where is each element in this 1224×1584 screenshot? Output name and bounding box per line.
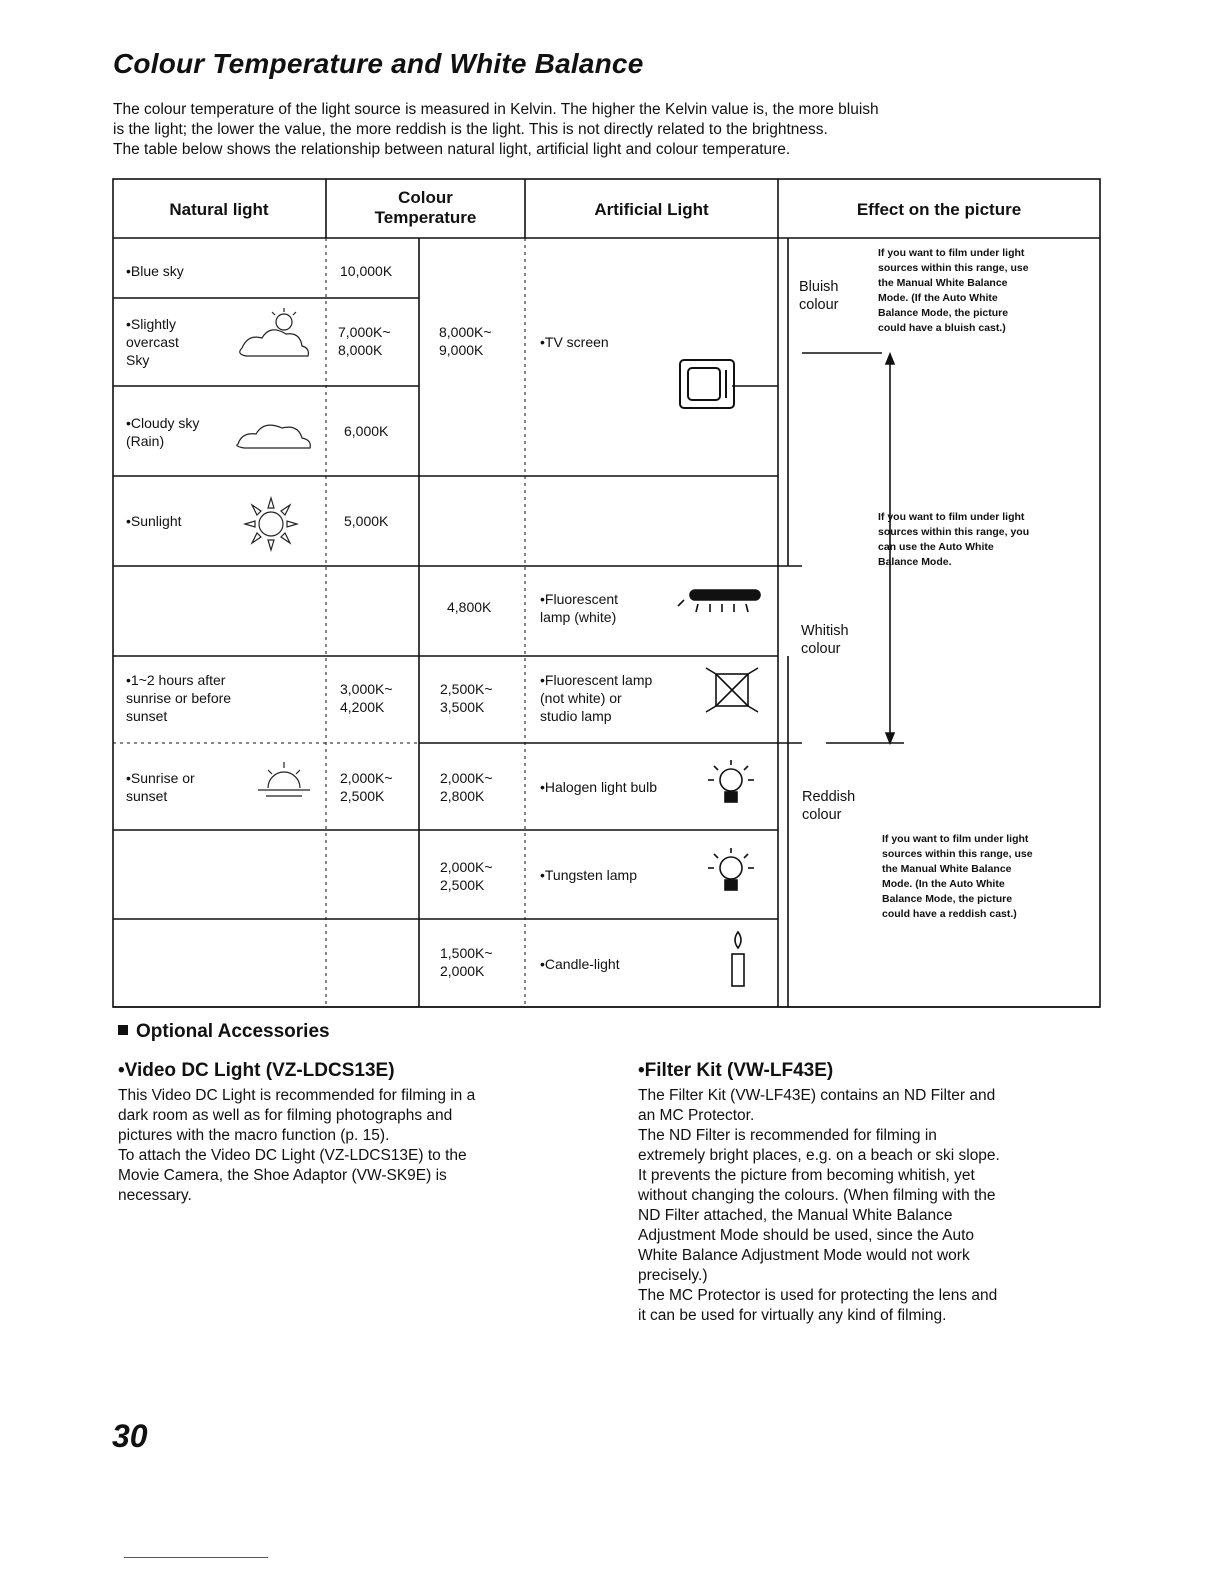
artificial-fluorescent-white: •Fluorescent lamp (white) — [540, 591, 619, 625]
effect-whitish: Whitish colour — [801, 623, 849, 657]
paragraph-line: Adjustment Mode should be used, since the Auto — [638, 1227, 975, 1244]
intro-line: The table below shows the relationship between natural light, artificial light and colour temperature. — [113, 141, 791, 158]
paragraph-line: The ND Filter is recommended for filming in — [638, 1127, 937, 1144]
artificial-fluorescent-not-white: •Fluorescent lamp (not white) or studio lamp — [540, 672, 653, 724]
video-dc-light-section — [118, 1060, 588, 1206]
temp-slightly-overcast: 7,000K~ 8,000K — [338, 324, 391, 358]
square-bullet-icon — [118, 1025, 128, 1035]
temp-blue-sky: 10,000K — [340, 263, 393, 279]
page-number: 30 — [112, 1418, 148, 1454]
filter-kit-section — [638, 1060, 1108, 1326]
header-natural-light: Natural light — [169, 200, 269, 219]
natural-sunlight: •Sunlight — [126, 513, 182, 529]
header-artificial-light: Artificial Light — [594, 200, 709, 219]
artificial-halogen: •Halogen light bulb — [540, 779, 657, 795]
artificial-candle: •Candle-light — [540, 956, 620, 972]
paragraph-line: It prevents the picture from becoming whitish, yet — [638, 1167, 975, 1184]
paragraph-line: The MC Protector is used for protecting the lens and — [638, 1287, 998, 1304]
footer-rule — [124, 1557, 268, 1558]
temp-fluorescent-not-white: 2,500K~ 3,500K — [440, 681, 493, 715]
natural-slightly-overcast: •Slightly overcast Sky — [126, 316, 179, 368]
header-colour-temperature: Colour Temperature — [374, 188, 477, 227]
artificial-tv-screen: •TV screen — [540, 334, 609, 350]
filter-kit-title: •Filter Kit (VW-LF43E) — [638, 1060, 834, 1081]
header-effect-on-picture: Effect on the picture — [856, 200, 1022, 219]
paragraph-line: without changing the colours. (When filming with the — [638, 1187, 996, 1204]
temp-tv-screen: 8,000K~ 9,000K — [439, 324, 492, 358]
temp-halogen: 2,000K~ 2,800K — [440, 770, 493, 804]
effect-reddish: Reddish colour — [802, 789, 856, 823]
natural-blue-sky: •Blue sky — [126, 263, 184, 279]
paragraph-line: an MC Protector. — [638, 1107, 755, 1124]
paragraph-line: ND Filter attached, the Manual White Balance — [638, 1207, 953, 1224]
optional-accessories-label: Optional Accessories — [136, 1021, 330, 1042]
intro-text — [113, 100, 1103, 160]
paragraph-line: Movie Camera, the Shoe Adaptor (VW-SK9E) is — [118, 1167, 447, 1184]
colour-temperature-table — [112, 178, 1102, 1010]
optional-accessories-heading — [118, 1021, 330, 1043]
paragraph-line: extremely bright places, e.g. on a beach or ski slope. — [638, 1147, 1000, 1164]
note-reddish: If you want to film under light sources within this range, use the Manual White Balance Mode. (In the Auto White Balance Mode, the picture could have a reddish cast.) — [882, 833, 1033, 920]
temp-cloudy-sky: 6,000K — [344, 423, 389, 439]
note-bluish: If you want to film under light sources within this range, use the Manual White Balance Mode. (If the Auto White Balance Mode, the picture could have a bluish cast.) — [878, 247, 1029, 334]
natural-after-sunrise: •1~2 hours after sunrise or before sunset — [126, 672, 232, 724]
paragraph-line: The Filter Kit (VW-LF43E) contains an ND Filter and — [638, 1087, 996, 1104]
artificial-tungsten: •Tungsten lamp — [540, 867, 637, 883]
temp-candle: 1,500K~ 2,000K — [440, 945, 493, 979]
paragraph-line: necessary. — [118, 1187, 192, 1204]
paragraph-line: This Video DC Light is recommended for filming in a — [118, 1087, 476, 1104]
paragraph-line: it can be used for virtually any kind of filming. — [638, 1307, 947, 1324]
temp-after-sunrise: 3,000K~ 4,200K — [340, 681, 393, 715]
temp-tungsten: 2,000K~ 2,500K — [440, 859, 493, 893]
temp-sunlight: 5,000K — [344, 513, 389, 529]
effect-bluish: Bluish colour — [799, 279, 839, 313]
page-title: Colour Temperature and White Balance — [113, 48, 644, 79]
paragraph-line: precisely.) — [638, 1267, 708, 1284]
intro-line: is the light; the lower the value, the more reddish is the light. This is not directly related to the brightness. — [113, 121, 828, 138]
video-dc-light-title: •Video DC Light (VZ-LDCS13E) — [118, 1060, 395, 1081]
natural-sunrise-sunset: •Sunrise or sunset — [126, 770, 195, 804]
paragraph-line: White Balance Adjustment Mode would not work — [638, 1247, 970, 1264]
note-whitish: If you want to film under light sources within this range, you can use the Auto White Balance Mode. — [878, 511, 1030, 568]
natural-cloudy-sky: •Cloudy sky (Rain) — [126, 415, 200, 449]
paragraph-line: pictures with the macro function (p. 15). — [118, 1127, 390, 1144]
temp-sunrise-sunset: 2,000K~ 2,500K — [340, 770, 393, 804]
temp-fluorescent-white: 4,800K — [447, 599, 492, 615]
paragraph-line: dark room as well as for filming photographs and — [118, 1107, 453, 1124]
intro-line: The colour temperature of the light source is measured in Kelvin. The higher the Kelvin value is, the more bluish — [113, 101, 879, 118]
paragraph-line: To attach the Video DC Light (VZ-LDCS13E) to the — [118, 1147, 467, 1164]
